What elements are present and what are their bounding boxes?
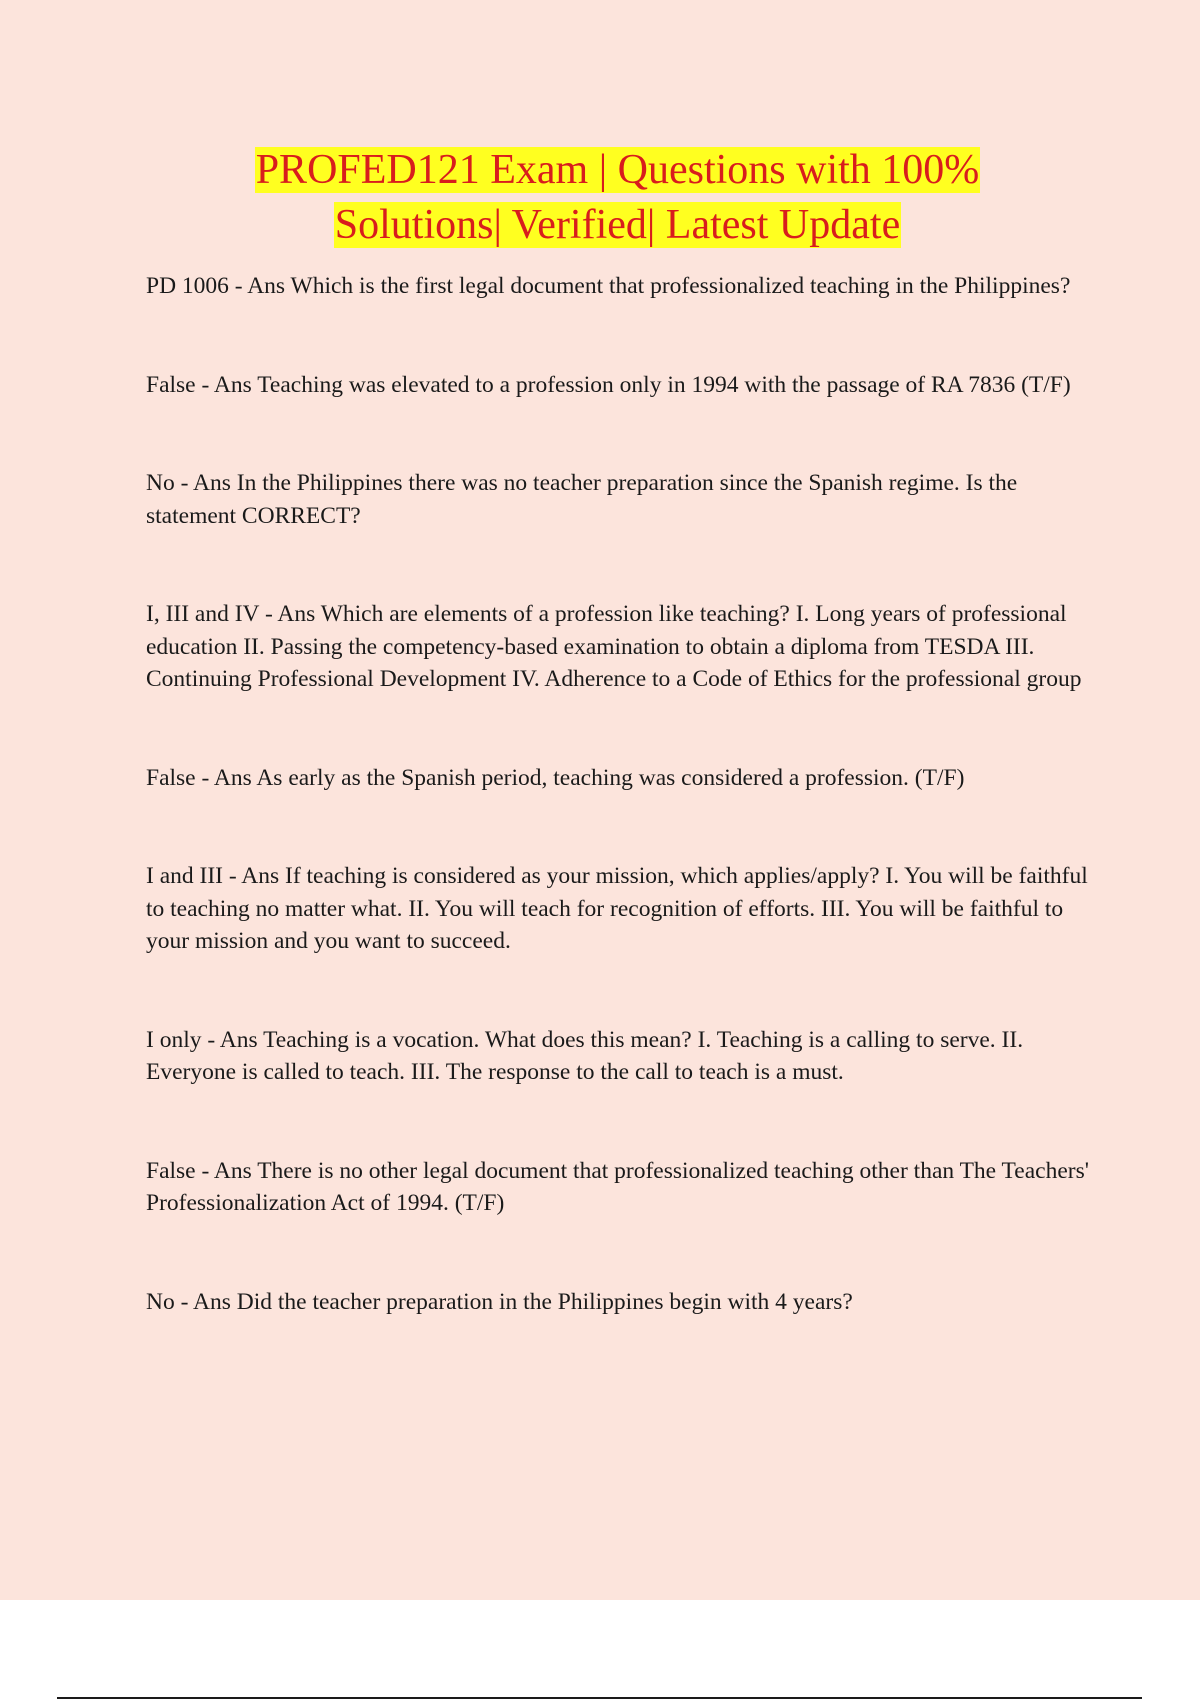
- qa-item-9: No - Ans Did the teacher preparation in the Philippines begin with 4 years?: [146, 1288, 853, 1315]
- document-title: [0, 143, 1200, 253]
- qa-item-8: False - Ans There is no other legal document that professionalized teaching other than The Teachers' Professionalization Act of 1994. (T/F): [146, 1157, 1089, 1216]
- qa-item-2: False - Ans Teaching was elevated to a profession only in 1994 with the passage of RA 7836 (T/F): [146, 371, 1071, 398]
- title-line-2: Solutions| Verified| Latest Update: [334, 202, 901, 248]
- qa-item-7: I only - Ans Teaching is a vocation. What does this mean? I. Teaching is a calling to serve. II. Everyone is called to teach. III. The response to the call to teach is a must.: [146, 1026, 1024, 1085]
- qa-item-5: False - Ans As early as the Spanish period, teaching was considered a profession. (T/F): [146, 764, 965, 791]
- qa-item-1: PD 1006 - Ans Which is the first legal document that professionalized teaching in the Philippines?: [146, 273, 1071, 299]
- footer-divider: [57, 1697, 1142, 1699]
- qa-item-4: I, III and IV - Ans Which are elements of a profession like teaching? I. Long years of professional education II. Passing the competency-based examination to obtain a diploma from TESDA III. Continuing Professional Development IV. Adherence to a Code of Ethics for the professional group: [146, 601, 1082, 692]
- qa-item-3: No - Ans In the Philippines there was no teacher preparation since the Spanish regime. Is the statement CORRECT?: [146, 470, 1018, 529]
- qa-item-6: I and III - Ans If teaching is considered as your mission, which applies/apply? I. You will be faithful to teaching no matter what. II. You will teach for recognition of efforts. III. You will be faithful to your mission and you want to succeed.: [146, 863, 1088, 954]
- qa-list: [146, 270, 1096, 1318]
- title-line-1: PROFED121 Exam | Questions with 100%: [255, 147, 980, 193]
